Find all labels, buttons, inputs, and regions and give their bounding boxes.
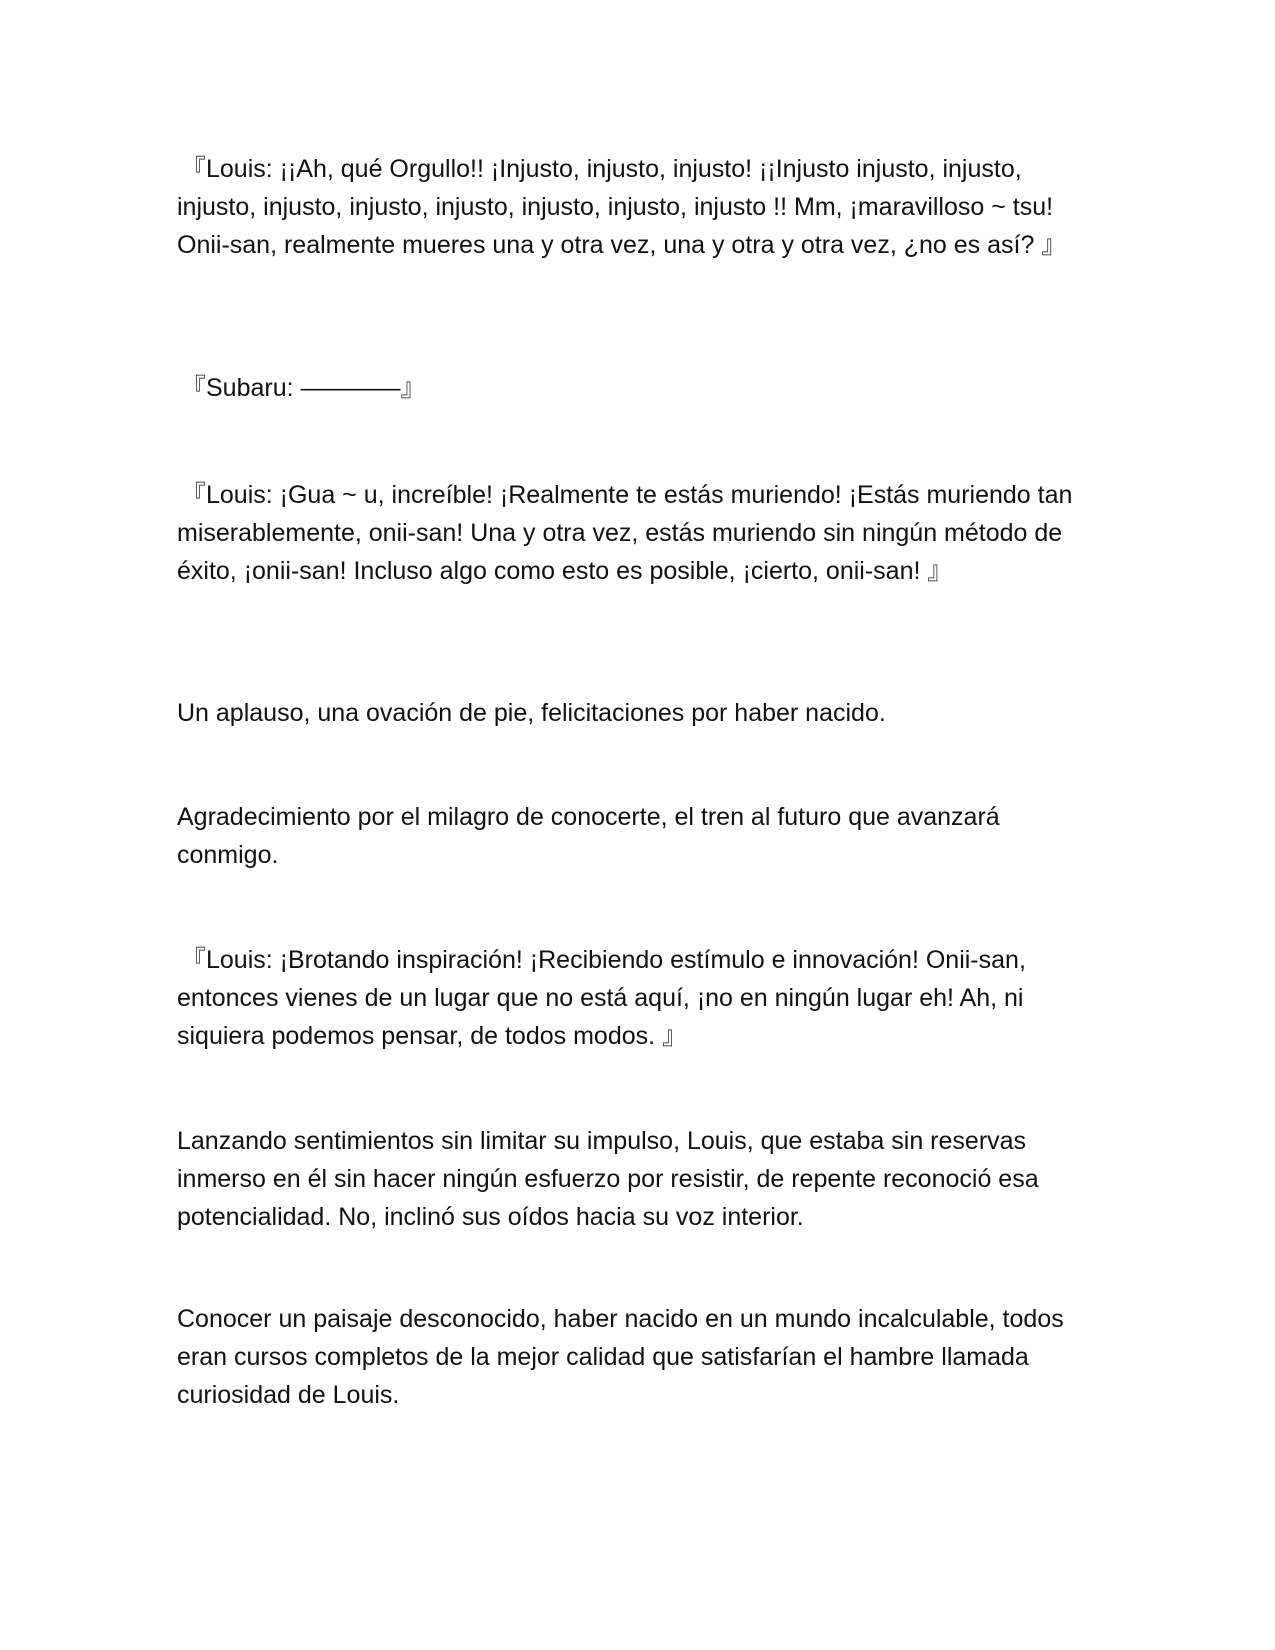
paragraph-louis-2: 『Louis: ¡Gua ~ u, increíble! ¡Realmente te estás muriendo! ¡Estás muriendo tan miserablemente, onii-san! Una y otra vez, estás muriendo sin ningún método de éxito, ¡onii-san! Incluso algo como esto es posible, ¡cierto, onii-san! 』 <box>177 481 1073 585</box>
paragraph-subaru: 『Subaru: ————』 <box>181 374 426 402</box>
paragraph-louis-3: 『Louis: ¡Brotando inspiración! ¡Recibiendo estímulo e innovación! Onii-san, entonces vienes de un lugar que no está aquí, ¡no en ningún lugar eh! Ah, ni siquiera podemos pensar, de todos modos. 』 <box>177 946 1026 1050</box>
paragraph-narration-4: Conocer un paisaje desconocido, haber nacido en un mundo incalculable, todos eran cursos completos de la mejor calidad que satisfarían el hambre llamada curiosidad de Louis. <box>177 1305 1064 1409</box>
paragraph-narration-1: Un aplauso, una ovación de pie, felicitaciones por haber nacido. <box>177 699 886 727</box>
paragraph-louis-1: 『Louis: ¡¡Ah, qué Orgullo!! ¡Injusto, injusto, injusto! ¡¡Injusto injusto, injusto, injusto, injusto, injusto, injusto, injusto, injusto, injusto !! Mm, ¡maravilloso ~ tsu! Onii-san, realmente mueres una y otra vez, una y otra y otra vez, ¿no es así? 』 <box>177 155 1067 259</box>
paragraph-narration-2: Agradecimiento por el milagro de conocerte, el tren al futuro que avanzará conmigo. <box>177 803 1000 869</box>
paragraph-narration-3: Lanzando sentimientos sin limitar su impulso, Louis, que estaba sin reservas inmerso en él sin hacer ningún esfuerzo por resistir, de repente reconoció esa potencialidad. No, inclinó sus oídos hacia su voz interior. <box>177 1127 1039 1231</box>
